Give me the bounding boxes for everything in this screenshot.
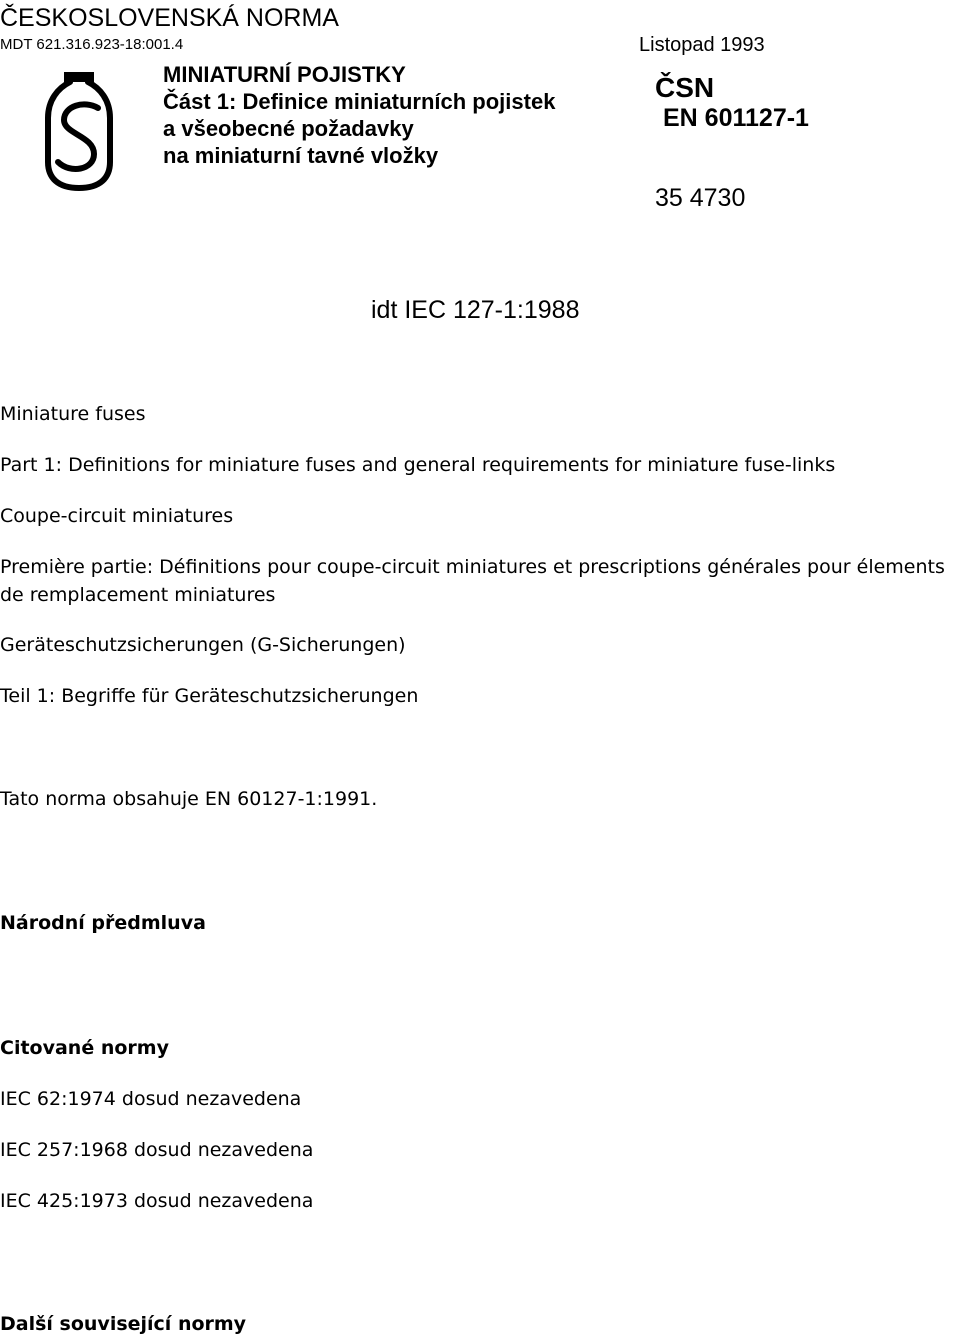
french-title: Coupe-circuit miniatures — [0, 505, 234, 527]
issue-date: Listopad 1993 — [639, 34, 765, 56]
title-line: Část 1: Definice miniaturních pojistek — [163, 89, 556, 114]
csn-label: ČSN — [655, 72, 715, 103]
org-name: ČESKOSLOVENSKÁ NORMA — [0, 4, 339, 32]
contains-note: Tato norma obsahuje EN 60127-1:1991. — [0, 788, 378, 810]
cited-standard-item: IEC 62:1974 dosud nezavedena — [0, 1088, 302, 1110]
english-subtitle: Part 1: Definitions for miniature fuses and general requirements for miniature fuse-links — [0, 454, 836, 476]
national-foreword-heading: Národní předmluva — [0, 912, 206, 934]
related-standards-heading: Další související normy — [0, 1313, 247, 1335]
class-number: 35 4730 — [655, 184, 746, 212]
en-number: EN 601127-1 — [663, 104, 809, 132]
german-subtitle: Teil 1: Begriffe für Geräteschutzsicherungen — [0, 685, 419, 707]
cited-standards-heading: Citované normy — [0, 1037, 169, 1059]
title-line: na miniaturní tavné vložky — [163, 143, 439, 168]
cited-standard-item: IEC 257:1968 dosud nezavedena — [0, 1139, 314, 1161]
mdt-code: MDT 621.316.923-18:001.4 — [0, 36, 184, 53]
title-line: a všeobecné požadavky — [163, 116, 414, 141]
csn-logo-icon — [40, 70, 118, 195]
cited-standard-item: IEC 425:1973 dosud nezavedena — [0, 1190, 314, 1212]
english-title: Miniature fuses — [0, 403, 146, 425]
title-line: MINIATURNÍ POJISTKY — [163, 62, 406, 87]
identity-statement: idt IEC 127-1:1988 — [371, 296, 580, 324]
german-title: Geräteschutzsicherungen (G-Sicherungen) — [0, 634, 406, 656]
french-subtitle: Première partie: Définitions pour coupe-circuit miniatures et prescriptions générales pour élements de remplacement miniatures — [0, 556, 945, 606]
title-block — [163, 61, 555, 169]
